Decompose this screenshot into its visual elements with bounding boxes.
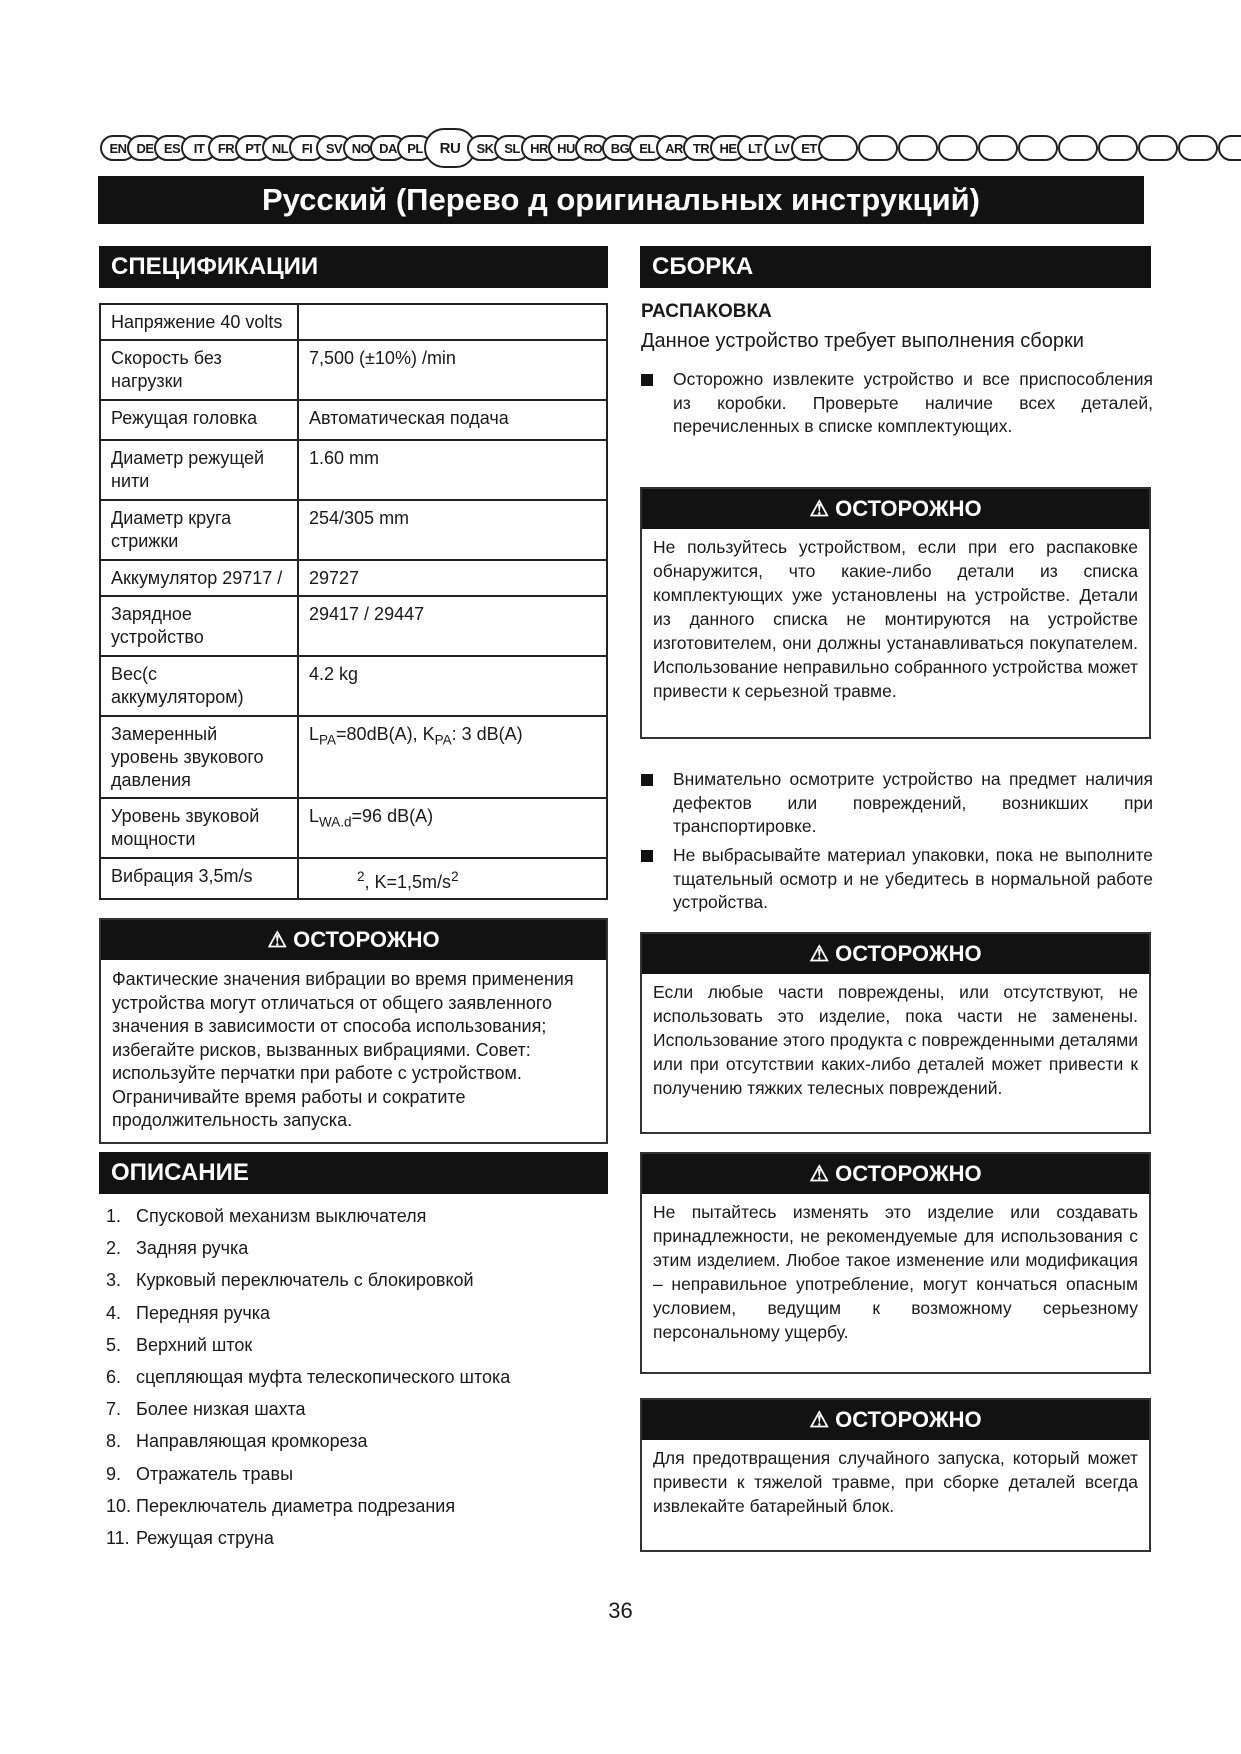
assembly-heading: СБОРКА (640, 246, 1151, 288)
language-tab-empty (898, 135, 938, 161)
language-tab-empty (818, 135, 858, 161)
spec-key: Зарядное устройство (100, 596, 298, 656)
language-tab-fi[interactable]: FI (289, 135, 325, 161)
spec-value (298, 716, 607, 798)
language-tab-he[interactable]: HE (710, 135, 746, 161)
spec-value: 1.60 mm (298, 440, 607, 500)
page-title: Русский (Перево д оригинальных инструкций) (98, 176, 1144, 224)
spec-key: Уровень звуковой мощности (100, 798, 298, 858)
warning-text: Для предотвращения случайного запуска, который может привести к тяжелой травме, при сборке деталей всегда извлекайте батарейный блок. (653, 1448, 1138, 1516)
bullet-text: Не выбрасывайте материал упаковки, пока не выполните тщательный осмотр и не убедитесь в нормальной работе устройства. (673, 845, 1153, 912)
list-item (106, 1264, 606, 1296)
language-tab-lt[interactable]: LT (737, 135, 773, 161)
list-item (106, 1361, 606, 1393)
language-tab-no[interactable]: NO (343, 135, 379, 161)
list-item (106, 1458, 606, 1490)
spec-key: Аккумулятор 29717 / (100, 560, 298, 596)
description-heading: ОПИСАНИЕ (99, 1152, 608, 1194)
list-item (106, 1393, 606, 1425)
spec-key: Вес(с аккумулятором) (100, 656, 298, 716)
spec-value: 7,500 (±10%) /min (298, 340, 607, 400)
spec-value: 254/305 mm (298, 500, 607, 560)
language-tab-bg[interactable]: BG (602, 135, 638, 161)
assembly-intro: Данное устройство требует выполнения сборки (641, 330, 1084, 352)
language-tab-da[interactable]: DA (370, 135, 406, 161)
language-tab-fr[interactable]: FR (208, 135, 244, 161)
list-item-number: 5. (106, 1334, 122, 1355)
warning-box (640, 487, 1151, 739)
language-tabs (100, 134, 1160, 162)
spec-key: Диаметр режущей нити (100, 440, 298, 500)
warning-box (640, 1152, 1151, 1374)
list-item-label: Отражатель травы (136, 1463, 294, 1484)
spec-value (298, 858, 607, 899)
list-item-number: 4. (106, 1302, 122, 1323)
spec-key: Скорость без нагрузки (100, 340, 298, 400)
spec-key: Режущая головка (100, 400, 298, 440)
list-item-number: 7. (106, 1399, 122, 1420)
language-tab-en[interactable]: EN (100, 135, 136, 161)
table-row (100, 440, 607, 500)
warning-triangle-icon: ⚠ (809, 1407, 830, 1432)
value-subscript: PA (319, 732, 337, 748)
value-part: =96 dB(A) (351, 806, 434, 826)
language-tab-empty (1018, 135, 1058, 161)
list-item-label: Переключатель диаметра подрезания (136, 1495, 456, 1516)
warning-title: ОСТОРОЖНО (293, 927, 440, 952)
list-item-number: 10. (106, 1495, 132, 1516)
language-tab-tr[interactable]: TR (683, 135, 719, 161)
warning-triangle-icon: ⚠ (809, 1161, 830, 1186)
list-item-number: 11. (106, 1527, 130, 1548)
list-item (641, 768, 1153, 839)
table-row (100, 858, 607, 899)
language-tab-hu[interactable]: HU (548, 135, 584, 161)
warning-title: ОСТОРОЖНО (835, 1161, 982, 1186)
language-tab-empty (938, 135, 978, 161)
spec-value (298, 798, 607, 858)
list-item-label: Верхний шток (136, 1334, 253, 1355)
language-tab-el[interactable]: EL (629, 135, 665, 161)
list-item-number: 6. (106, 1366, 122, 1387)
value-part: L (309, 724, 320, 744)
warning-text: Не пытайтесь изменять это изделие или создавать принадлежности, не рекомендуемые для использования с этим изделием. Любое такое изменение или модификация – неправильное употребление, могут кончаться опасным условием, ведущим к возможному серьезному персональному ущербу. (653, 1202, 1138, 1342)
spec-heading: СПЕЦИФИКАЦИИ (99, 246, 608, 288)
warning-header (642, 1400, 1149, 1440)
language-tab-it[interactable]: IT (181, 135, 217, 161)
value-part: , K=1,5m/s (364, 872, 452, 892)
warning-text: Если любые части повреждены, или отсутствуют, не использовать это изделие, пока части не заменены. Использование этого продукта с поврежденными деталями или при отсутствии каких-либо деталей может привести к получению тяжких телесных повреждений. (653, 982, 1138, 1098)
vibration-warning-box (99, 918, 608, 1144)
language-tab-sv[interactable]: SV (316, 135, 352, 161)
list-item-number: 9. (106, 1463, 122, 1484)
table-row (100, 400, 607, 440)
warning-header (642, 934, 1149, 974)
table-row (100, 560, 607, 596)
warning-header (642, 489, 1149, 529)
list-item-label: Направляющая кромкореза (136, 1431, 368, 1452)
spec-key: Замеренный уровень звукового давления (100, 716, 298, 798)
language-tab-et[interactable]: ET (791, 135, 827, 161)
bullet-square-icon (641, 774, 653, 786)
spec-value: Автоматическая подача (298, 400, 607, 440)
language-tab-es[interactable]: ES (154, 135, 190, 161)
list-item (106, 1297, 606, 1329)
list-item-number: 2. (106, 1238, 122, 1259)
list-item-number: 8. (106, 1431, 122, 1452)
spec-value: 29727 (298, 560, 607, 596)
language-tab-ru[interactable]: RU (424, 128, 476, 168)
list-item (106, 1329, 606, 1361)
table-row (100, 340, 607, 400)
list-item-label: Передняя ручка (136, 1302, 270, 1323)
list-item-label: Задняя ручка (136, 1238, 249, 1259)
spec-value: 29417 / 29447 (298, 596, 607, 656)
spec-table (99, 303, 608, 900)
warning-triangle-icon: ⚠ (809, 941, 830, 966)
language-tab-sk[interactable]: SK (467, 135, 503, 161)
language-tab-empty (858, 135, 898, 161)
warning-triangle-icon: ⚠ (267, 927, 288, 952)
bullet-square-icon (641, 850, 653, 862)
table-row (100, 596, 607, 656)
value-subscript: PA (434, 732, 452, 748)
list-item-number: 3. (106, 1270, 122, 1291)
language-tab-empty (1218, 135, 1241, 161)
table-row (100, 716, 607, 798)
language-tab-hr[interactable]: HR (521, 135, 557, 161)
bullet-text: Осторожно извлеките устройство и все приспособления из коробки. Проверьте наличие всех деталей, перечисленных в списке комплектующих. (673, 369, 1153, 436)
language-tab-empty (978, 135, 1018, 161)
warning-title: ОСТОРОЖНО (835, 496, 982, 521)
language-tab-de[interactable]: DE (127, 135, 163, 161)
language-tab-empty (1138, 135, 1178, 161)
value-part: L (309, 806, 320, 826)
bullet-text: Внимательно осмотрите устройство на предмет наличия дефектов или повреждений, возникших при транспортировке. (673, 769, 1153, 836)
list-item-label: сцепляющая муфта телескопического штока (136, 1366, 511, 1387)
warning-box (640, 1398, 1151, 1552)
language-tab-pl[interactable]: PL (397, 135, 433, 161)
spec-key: Диаметр круга стрижки (100, 500, 298, 560)
language-tab-empty (1178, 135, 1218, 161)
table-row (100, 500, 607, 560)
list-item-number: 1. (106, 1206, 122, 1226)
warning-header (101, 920, 606, 960)
value-superscript: 2 (357, 869, 365, 884)
list-item (641, 368, 1153, 439)
unpacking-subheading: РАСПАКОВКА (641, 301, 772, 322)
list-item-label: Более низкая шахта (136, 1399, 306, 1420)
warning-title: ОСТОРОЖНО (835, 941, 982, 966)
list-item (106, 1425, 606, 1457)
list-item (106, 1490, 606, 1522)
spec-key: Вибрация 3,5m/s (100, 858, 298, 899)
table-row (100, 304, 607, 340)
value-part: =80dB(A), K (336, 724, 435, 744)
spec-value (298, 304, 607, 340)
warning-header (642, 1154, 1149, 1194)
list-item-label: Курковый переключатель с блокировкой (136, 1270, 474, 1291)
page-number: 36 (608, 1598, 633, 1623)
parts-list (106, 1200, 606, 1554)
bullet-square-icon (641, 374, 653, 386)
language-tab-empty (1058, 135, 1098, 161)
list-item (106, 1232, 606, 1264)
language-tab-ar[interactable]: AR (656, 135, 692, 161)
table-row (100, 798, 607, 858)
warning-triangle-icon: ⚠ (809, 496, 830, 521)
value-subscript: WA.d (319, 814, 352, 830)
language-tab-empty (1098, 135, 1138, 161)
warning-title: ОСТОРОЖНО (835, 1407, 982, 1432)
table-row (100, 656, 607, 716)
value-superscript: 2 (451, 869, 459, 884)
language-tab-lv[interactable]: LV (764, 135, 800, 161)
warning-text: Не пользуйтесь устройством, если при его распаковке обнаружится, что какие-либо детали из списка комплектующих уже установлены на устройстве. Детали из данного списка не монтируются на устройстве изготовителем, они должны устанавливаться покупателем. Использование неправильно собранного устройства может привести к серьезной травме. (653, 537, 1138, 701)
list-item (106, 1200, 606, 1232)
list-item (641, 844, 1153, 915)
value-part: : 3 dB(A) (451, 724, 523, 744)
warning-text: Фактические значения вибрации во время применения устройства могут отличаться от общего заявленного значения в зависимости от способа использования; избегайте рисков, вызванных вибрациями. Совет: используйте перчатки при работе с устройством. Ограничивайте время работы и сократите продолжительность запуска. (112, 969, 574, 1130)
language-tab-ro[interactable]: RO (575, 135, 611, 161)
list-item-label: Спусковой механизм выключателя (136, 1206, 427, 1226)
list-item-label: Режущая струна (136, 1527, 274, 1548)
language-tab-nl[interactable]: NL (262, 135, 298, 161)
spec-key: Напряжение 40 volts (100, 304, 298, 340)
language-tab-sl[interactable]: SL (494, 135, 530, 161)
warning-box (640, 932, 1151, 1134)
spec-value: 4.2 kg (298, 656, 607, 716)
list-item (106, 1522, 606, 1554)
language-tab-pt[interactable]: PT (235, 135, 271, 161)
